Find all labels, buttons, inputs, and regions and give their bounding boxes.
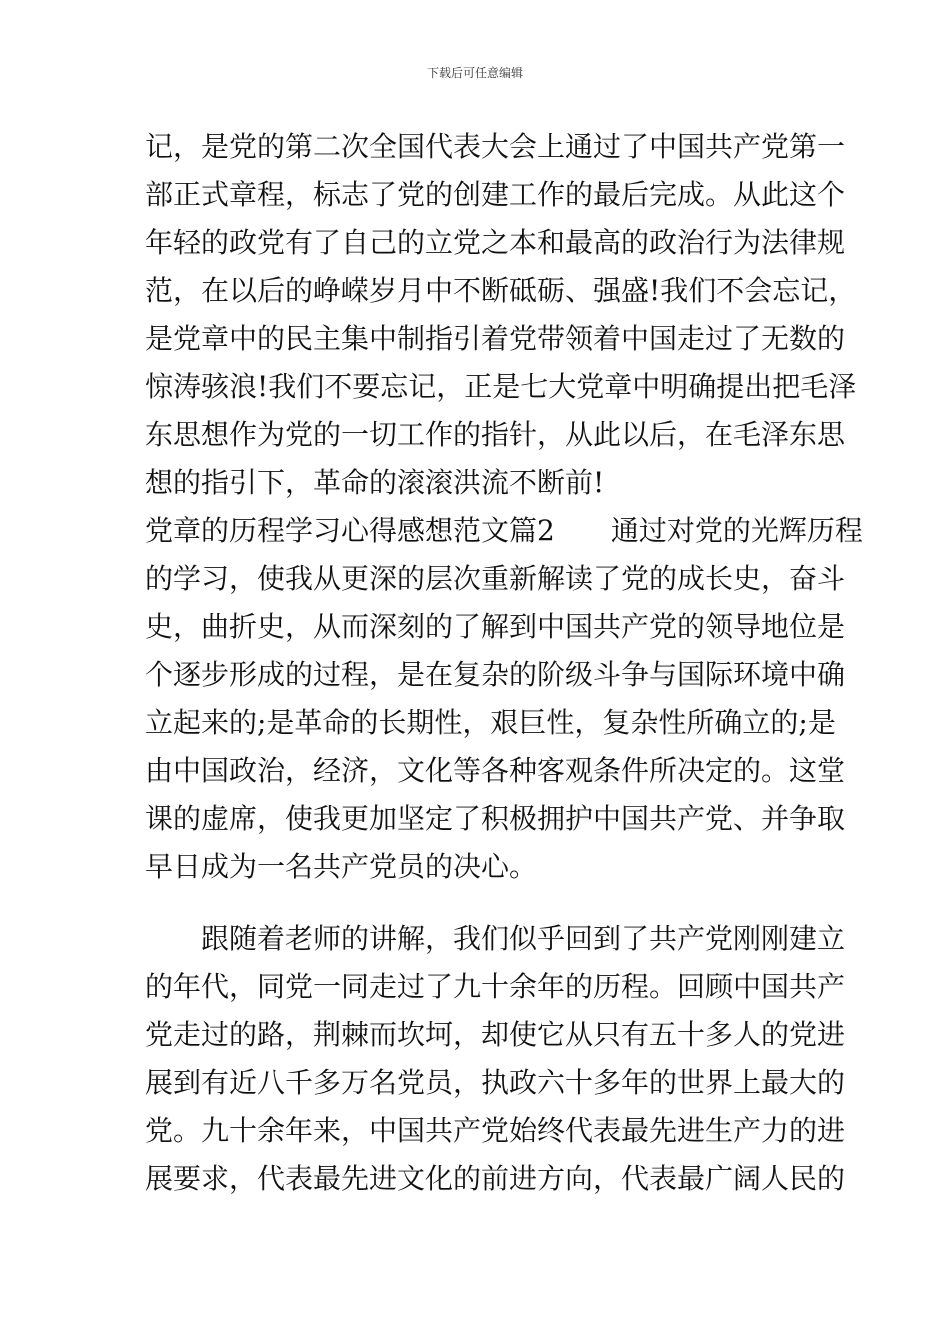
text-line: 想的指引下，革命的滚滚洪流不断前!	[145, 466, 605, 499]
text-line: 的学习，使我从更深的层次重新解读了党的成长史，奋斗	[145, 562, 846, 595]
text-line: 个逐步形成的过程，是在复杂的阶级斗争与国际环境中确	[145, 658, 846, 691]
text-line: 展到有近八千多万名党员，执政六十多年的世界上最大的	[145, 1066, 846, 1099]
text-line: 立起来的;是革命的长期性，艰巨性，复杂性所确立的;是	[145, 706, 836, 739]
document-body	[145, 123, 863, 1203]
paragraph-1	[145, 123, 857, 507]
text-line: 年轻的政党有了自己的立党之本和最高的政治行为法律规	[145, 226, 846, 259]
text-line: 由中国政治，经济，文化等各种客观条件所决定的。这堂	[145, 754, 846, 787]
text-line: 东思想作为党的一切工作的指针，从此以后，在毛泽东思	[145, 418, 846, 451]
text-line: 部正式章程，标志了党的创建工作的最后完成。从此这个	[145, 178, 846, 211]
text-line: 惊涛骇浪!我们不要忘记，正是七大党章中明确提出把毛泽	[145, 370, 857, 403]
text-line: 跟随着老师的讲解，我们似乎回到了共产党刚刚建立	[201, 922, 846, 955]
text-line: 早日成为一名共产党员的决心。	[145, 850, 538, 883]
title-line-text: 通过对党的光辉历程	[610, 514, 863, 547]
paragraph-3	[145, 915, 846, 1203]
text-line: 范，在以后的峥嵘岁月中不断砥砺、强盛!我们不会忘记，	[145, 274, 857, 307]
text-line: 史，曲折史，从而深刻的了解到中国共产党的领导地位是	[145, 610, 846, 643]
page-header: 下载后可任意编辑	[426, 66, 523, 80]
text-line: 党走过的路，荆棘而坎坷，却使它从只有五十多人的党进	[145, 1018, 846, 1051]
section-title: 党章的历程学习心得感想范文篇2	[145, 514, 555, 547]
text-line: 记，是党的第二次全国代表大会上通过了中国共产党第一	[145, 130, 846, 163]
text-line: 是党章中的民主集中制指引着党带领着中国走过了无数的	[145, 322, 846, 355]
text-line: 的年代，同党一同走过了九十余年的历程。回顾中国共产	[145, 970, 846, 1003]
paragraph-2	[145, 507, 863, 891]
paragraph-gap	[145, 891, 807, 915]
text-line-with-title	[145, 507, 863, 555]
text-line: 课的虚席，使我更加坚定了积极拥护中国共产党、并争取	[145, 802, 846, 835]
text-line: 展要求，代表最先进文化的前进方向，代表最广阔人民的	[145, 1162, 846, 1195]
text-line: 党。九十余年来，中国共产党始终代表最先进生产力的进	[145, 1114, 846, 1147]
